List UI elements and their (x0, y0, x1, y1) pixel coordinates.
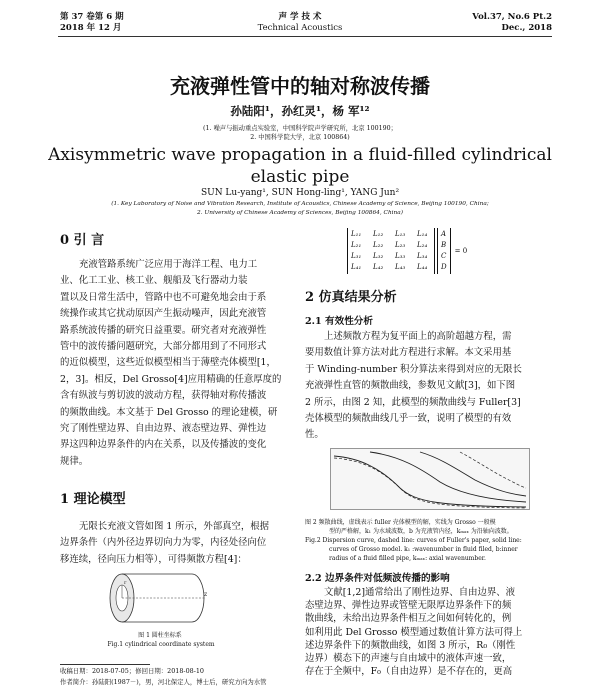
section-0-line: 的近似模型，这些近似模型相当于薄壁壳体模型[1， (60, 357, 276, 369)
fig1-cylinder-diagram (100, 568, 210, 630)
header-rule (58, 36, 552, 37)
matrix-cell: L₃₃ (395, 252, 406, 260)
fig1-caption-cn: 图 1 圆柱坐标系 (138, 632, 182, 639)
footnotes (60, 666, 300, 688)
section-0-heading: 0 引 言 (60, 233, 105, 248)
footnote-rule (60, 664, 150, 665)
matrix-cell: L₄₂ (373, 263, 384, 271)
matrix-equation (347, 228, 467, 274)
matrix-cell: L₂₄ (417, 241, 428, 249)
fig2-caption-en-1: Fig.2 Dispersion curve, dashed line: curves of Fuller's paper, solid line: (305, 537, 522, 544)
fig2-caption (305, 518, 551, 563)
fig2-caption-en-3: radius of a fluid filled pipe, kₘₐₓ: axial wavenumber. (329, 555, 486, 562)
section-1-line: 无限长充液文管如图 1 所示，外部真空，根据 (79, 521, 270, 532)
journal-name-cn: 声 学 技 术 (278, 12, 322, 22)
section-1-line: 边界条件（内外径边界切向力为零，内径处径向位 (60, 537, 267, 549)
matrix-L (347, 228, 435, 274)
subsection-2-1-line: 2 所示，由图 2 知，此模型的频散曲线与 Fuller[3] (305, 396, 521, 408)
subsection-2-2-line: 边界）模态下的声速与自由域中的液体声速一致， (305, 653, 512, 665)
section-0-line: 究了刚性壁边界、自由边界、液态壁边界、弹性边 (60, 423, 267, 435)
affil-en-2: 2. University of Chinese Academy of Sciences, Beijing 100864, China) (197, 210, 403, 216)
section-1-body (60, 519, 292, 568)
matrix-cell: L₃₁ (351, 252, 362, 260)
section-2-heading: 2 仿真结果分析 (305, 290, 397, 305)
subsection-2-1-line: 性。 (305, 429, 324, 441)
matrix-cell: L₁₄ (417, 230, 428, 238)
matrix-vector (437, 228, 451, 274)
svg-text:r: r (124, 580, 127, 586)
matrix-cell: L₂₃ (395, 241, 406, 249)
matrix-row (351, 229, 431, 240)
authors-cn: 孙陆阳¹，孙红灵¹，杨 军¹² (230, 104, 370, 118)
section-0-line: 充液管路系统广泛应用于海洋工程、电力工 (79, 259, 258, 270)
matrix-row (351, 251, 431, 262)
section-0-line: 含有纵波与剪切波的波动方程，获得轴对称传播波 (60, 390, 267, 402)
subsection-2-2-line: 散曲线，未给出边界条件相互之间如何转化的，例 (305, 613, 512, 625)
title-en-1: Axisymmetric wave propagation in a fluid-filled cylindrical (48, 145, 552, 165)
affil-en-1: (1. Key Laboratory of Noise and Vibration Research, Institute of Acoustics, Chinese Academy of Science, Beijing 100190, China; (111, 201, 489, 207)
subsection-2-1-line: 于 Winding-number 积分算法来得到对应的无限长 (305, 363, 522, 375)
subsection-2-2-heading: 2.2 边界条件对低频波传播的影响 (305, 573, 450, 584)
subsection-2-2-body (305, 586, 551, 678)
matrix-cell: L₄₃ (395, 263, 406, 271)
section-1-heading: 1 理论模型 (60, 492, 126, 507)
affil-cn-2: 2. 中国科学院大学，北京 100864) (250, 134, 350, 141)
vector-entry: A (441, 230, 447, 238)
subsection-2-2-line: 文献[1,2]通常给出了刚性边界、自由边界、液 (324, 587, 515, 598)
subsection-2-1-line: 壳体模型的频散曲线几乎一致，说明了模型的有效 (305, 413, 512, 425)
subsection-2-1-line: 要用数值计算方法对此方程进行求解。本文采用基 (305, 347, 512, 359)
fig2-dispersion-plot (330, 448, 530, 510)
vector-entry: B (441, 241, 447, 249)
section-0-line: 置以及日常生活中，管路中也不可避免地会由于系 (60, 291, 267, 303)
title-cn: 充液弹性管中的轴对称波传播 (170, 74, 430, 98)
matrix-cell: L₁₂ (373, 230, 384, 238)
section-0-line: 的频散曲线。本文基于 Del Grosso 的理论建模，研 (60, 406, 278, 418)
section-0-line: 界这四种边界条件的内在关系，以及传播波的变化 (60, 439, 267, 451)
matrix-cell: L₃₂ (373, 252, 384, 260)
footnote-received: 收稿日期：2018-07-05；修回日期：2018-08-10 (60, 667, 204, 675)
section-0-body (60, 257, 292, 470)
section-0-line: 2，3]。相反，Del Grosso[4]应用精确的任意厚度的 (60, 373, 282, 385)
matrix-cell: L₄₄ (417, 263, 428, 271)
svg-text:z: z (204, 591, 208, 598)
matrix-row (351, 240, 431, 251)
section-0-line: 路系统波传播的研究日益重要。研究者对充液弹性 (60, 324, 267, 336)
matrix-cell: L₁₃ (395, 230, 406, 238)
section-1-line: 移连续，径向压力相等），可得频散方程[4]： (60, 553, 247, 565)
fig2-caption-cn-2: 型的严格解，k₁ 为水域波数，b 为充液管内径，kₘₐₓ 为沿轴向波数。 (329, 528, 513, 535)
title-en-2: elastic pipe (250, 167, 350, 187)
vector-entry: C (441, 252, 447, 260)
fig1-caption-en: Fig.1 cylindrical coordinate system (107, 641, 215, 648)
matrix-cell: L₂₁ (351, 241, 362, 249)
section-0-line: 业、化工工业、核工业、舰船及飞行器动力装 (60, 275, 248, 287)
matrix-cell: L₄₁ (351, 263, 362, 271)
subsection-2-2-line: 存在于全频中，F₀（自由边界）是不存在的，更高 (305, 666, 513, 678)
authors-en: SUN Lu-yang¹, SUN Hong-ling¹, YANG Jun² (200, 188, 400, 198)
footnote-author: 作者简介：孙陆阳(1987－)，男，河北保定人，博士后，研究方向为水管 (60, 678, 267, 686)
fig2-caption-cn-1: 图 2 频散曲线，虚线表示 fuller 壳体模型的解，实线为 Grosso 一般模 (305, 519, 496, 526)
vector-entry: D (441, 263, 447, 271)
volume-info: Vol.37, No.6 Pt.2 (472, 12, 552, 22)
journal-date: 2018 年 12 月 (60, 23, 122, 33)
matrix-cell: L₃₄ (417, 252, 428, 260)
matrix-row (351, 262, 431, 273)
subsection-2-2-line: 述边界条件下的频散曲线，如图 3 所示，R₀（刚性 (305, 639, 516, 651)
journal-issue: 第 37 卷第 6 期 (60, 12, 124, 22)
fig2-caption-en-2: curves of Grosso model. k₁ :wavenumber in fluid filed, b:inner (329, 546, 518, 553)
date-en: Dec., 2018 (501, 23, 552, 33)
matrix-cell: L₁₁ (351, 230, 362, 238)
subsection-2-2-line: 态壁边界、弹性边界或管壁无限厚边界条件下的频 (305, 600, 512, 612)
matrix-equals: = 0 (454, 246, 468, 255)
subsection-2-1-body (305, 329, 551, 444)
matrix-cell: L₂₂ (373, 241, 384, 249)
subsection-2-1-heading: 2.1 有效性分析 (305, 316, 373, 327)
subsection-2-1-line: 上述频散方程为复平面上的高阶超越方程，需 (324, 331, 512, 342)
affil-cn-1: (1. 噪声与振动重点实验室，中国科学院声学研究所，北京 100190； (203, 125, 397, 132)
section-0-line: 统操作或其它扰动原因产生振动噪声，因此充液管 (60, 308, 267, 320)
subsection-2-1-line: 充液弹性直管的频散曲线，参数见文献[3]，如下图 (305, 380, 516, 392)
section-0-line: 管中的波传播问题研究，大部分都用到了不同形式 (60, 341, 267, 353)
subsection-2-2-line: 如利用此 Del Grosso 模型通过数值计算方法可得上 (305, 626, 523, 638)
section-0-line: 规律。 (60, 455, 89, 467)
journal-name-en: Technical Acoustics (257, 23, 343, 33)
